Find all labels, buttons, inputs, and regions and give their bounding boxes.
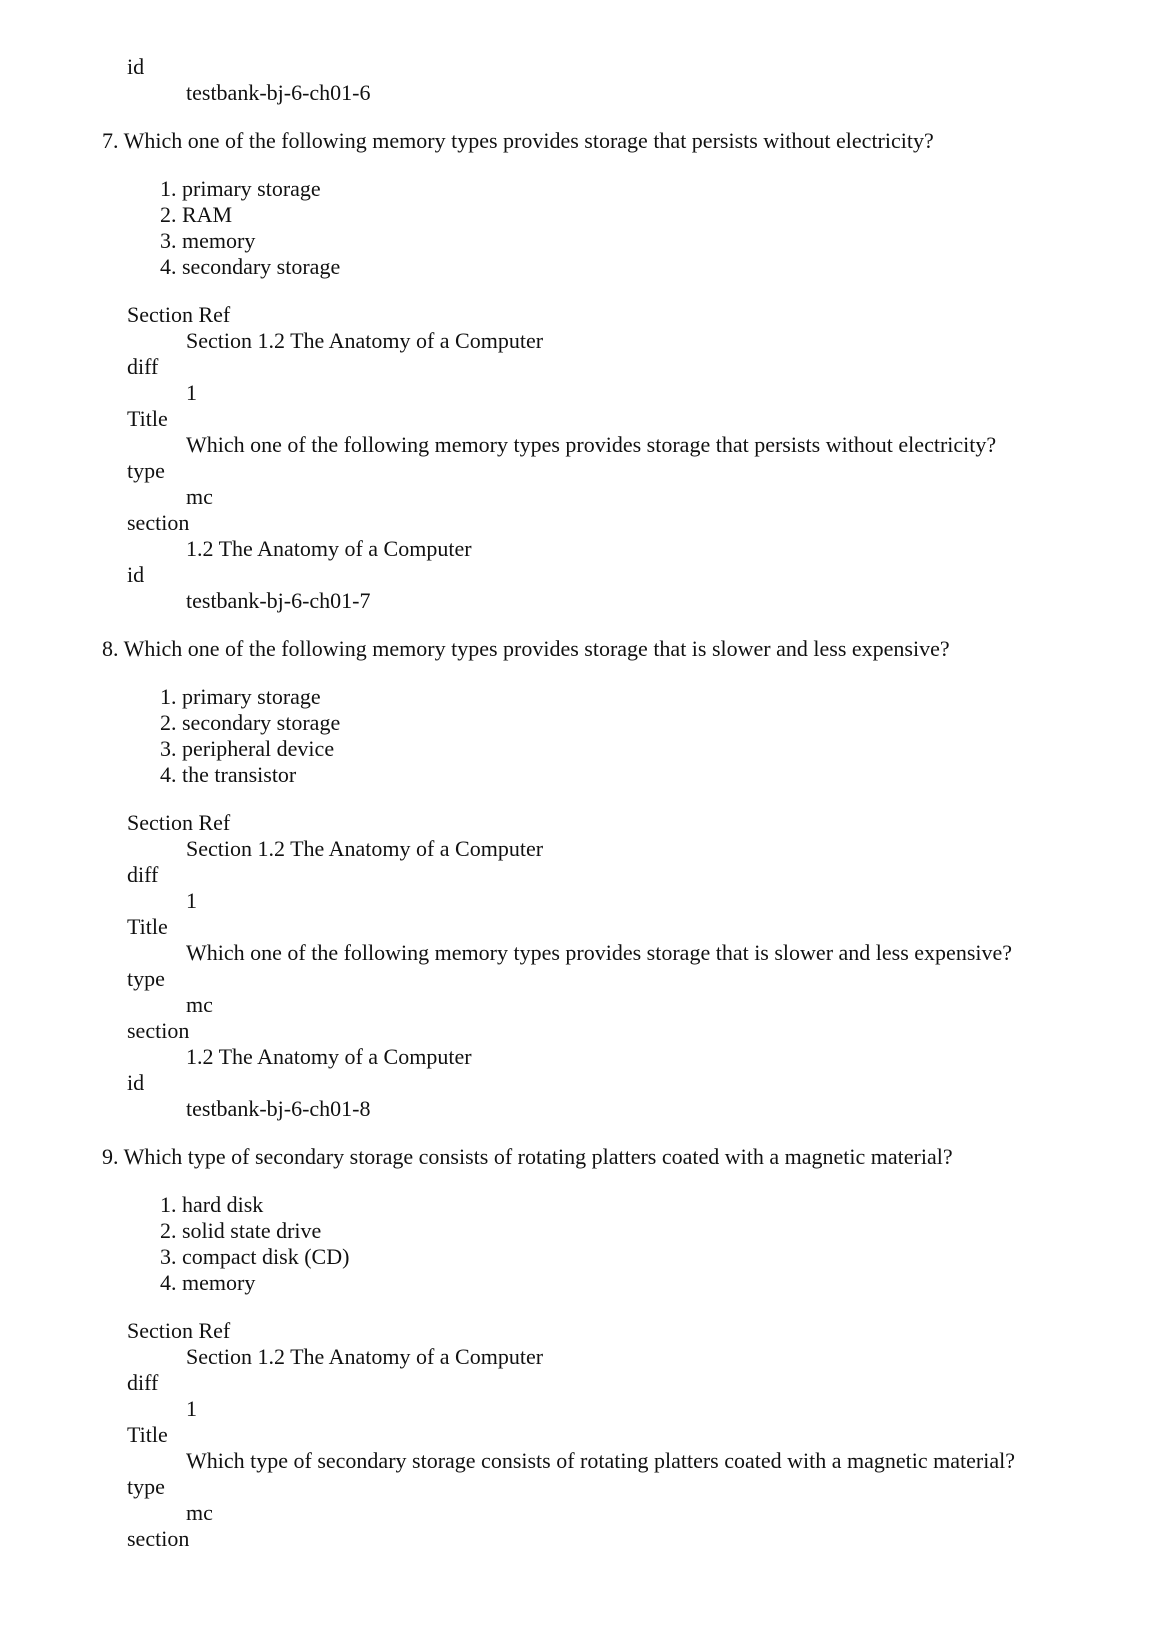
meta-key-title: Title — [127, 1422, 168, 1447]
meta-value-id: testbank-bj-6-ch01-8 — [186, 1096, 371, 1121]
meta-key-section: section — [127, 510, 190, 535]
meta-value-section: 1.2 The Anatomy of a Computer — [186, 536, 472, 561]
meta-value-id: testbank-bj-6-ch01-7 — [186, 588, 371, 613]
option-item: 4. the transistor — [160, 762, 297, 787]
meta-key-id: id — [127, 562, 145, 587]
meta-key-title: Title — [127, 406, 168, 431]
meta-value-section-ref: Section 1.2 The Anatomy of a Computer — [186, 1344, 544, 1369]
meta-value-section-ref: Section 1.2 The Anatomy of a Computer — [186, 836, 544, 861]
meta-key-diff: diff — [127, 1370, 159, 1395]
question-text: Which one of the following memory types provides storage that persists without electricity? — [123, 128, 934, 153]
meta-value-type: mc — [186, 992, 213, 1017]
meta-value-section: 1.2 The Anatomy of a Computer — [186, 1044, 472, 1069]
meta-value-diff: 1 — [186, 1396, 197, 1421]
meta-key-id: id — [127, 1070, 145, 1095]
option-item: 3. compact disk (CD) — [160, 1244, 350, 1269]
question-number: 7. — [102, 128, 119, 153]
question-number: 8. — [102, 636, 119, 661]
option-item: 2. RAM — [160, 202, 233, 227]
meta-key-type: type — [127, 1474, 165, 1499]
option-item: 1. hard disk — [160, 1192, 264, 1217]
meta-key-section: section — [127, 1018, 190, 1043]
question-9 — [102, 1144, 953, 1170]
meta-key-diff: diff — [127, 354, 159, 379]
option-item: 1. primary storage — [160, 176, 321, 201]
meta-key-section-ref: Section Ref — [127, 810, 231, 835]
meta-value-diff: 1 — [186, 380, 197, 405]
option-item: 4. memory — [160, 1270, 256, 1295]
question-text: Which type of secondary storage consists of rotating platters coated with a magnetic material? — [123, 1144, 953, 1169]
meta-key-title: Title — [127, 914, 168, 939]
option-item: 2. secondary storage — [160, 710, 341, 735]
meta-key-id: id — [127, 54, 145, 79]
question-number: 9. — [102, 1144, 119, 1169]
option-item: 4. secondary storage — [160, 254, 341, 279]
meta-value-title: Which one of the following memory types provides storage that is slower and less expensive? — [186, 940, 1013, 965]
question-8 — [102, 636, 950, 662]
option-item: 3. peripheral device — [160, 736, 335, 761]
question-text: Which one of the following memory types provides storage that is slower and less expensive? — [123, 636, 950, 661]
meta-key-diff: diff — [127, 862, 159, 887]
meta-key-section: section — [127, 1526, 190, 1551]
meta-key-type: type — [127, 966, 165, 991]
meta-value-section-ref: Section 1.2 The Anatomy of a Computer — [186, 328, 544, 353]
option-item: 2. solid state drive — [160, 1218, 322, 1243]
meta-value-diff: 1 — [186, 888, 197, 913]
meta-key-section-ref: Section Ref — [127, 1318, 231, 1343]
meta-key-type: type — [127, 458, 165, 483]
meta-value-title: Which type of secondary storage consists of rotating platters coated with a magnetic material? — [186, 1448, 1015, 1473]
meta-value-title: Which one of the following memory types provides storage that persists without electricity? — [186, 432, 997, 457]
meta-value-type: mc — [186, 1500, 213, 1525]
option-item: 1. primary storage — [160, 684, 321, 709]
meta-value-id: testbank-bj-6-ch01-6 — [186, 80, 371, 105]
option-item: 3. memory — [160, 228, 256, 253]
meta-value-type: mc — [186, 484, 213, 509]
question-7 — [102, 128, 934, 154]
meta-key-section-ref: Section Ref — [127, 302, 231, 327]
